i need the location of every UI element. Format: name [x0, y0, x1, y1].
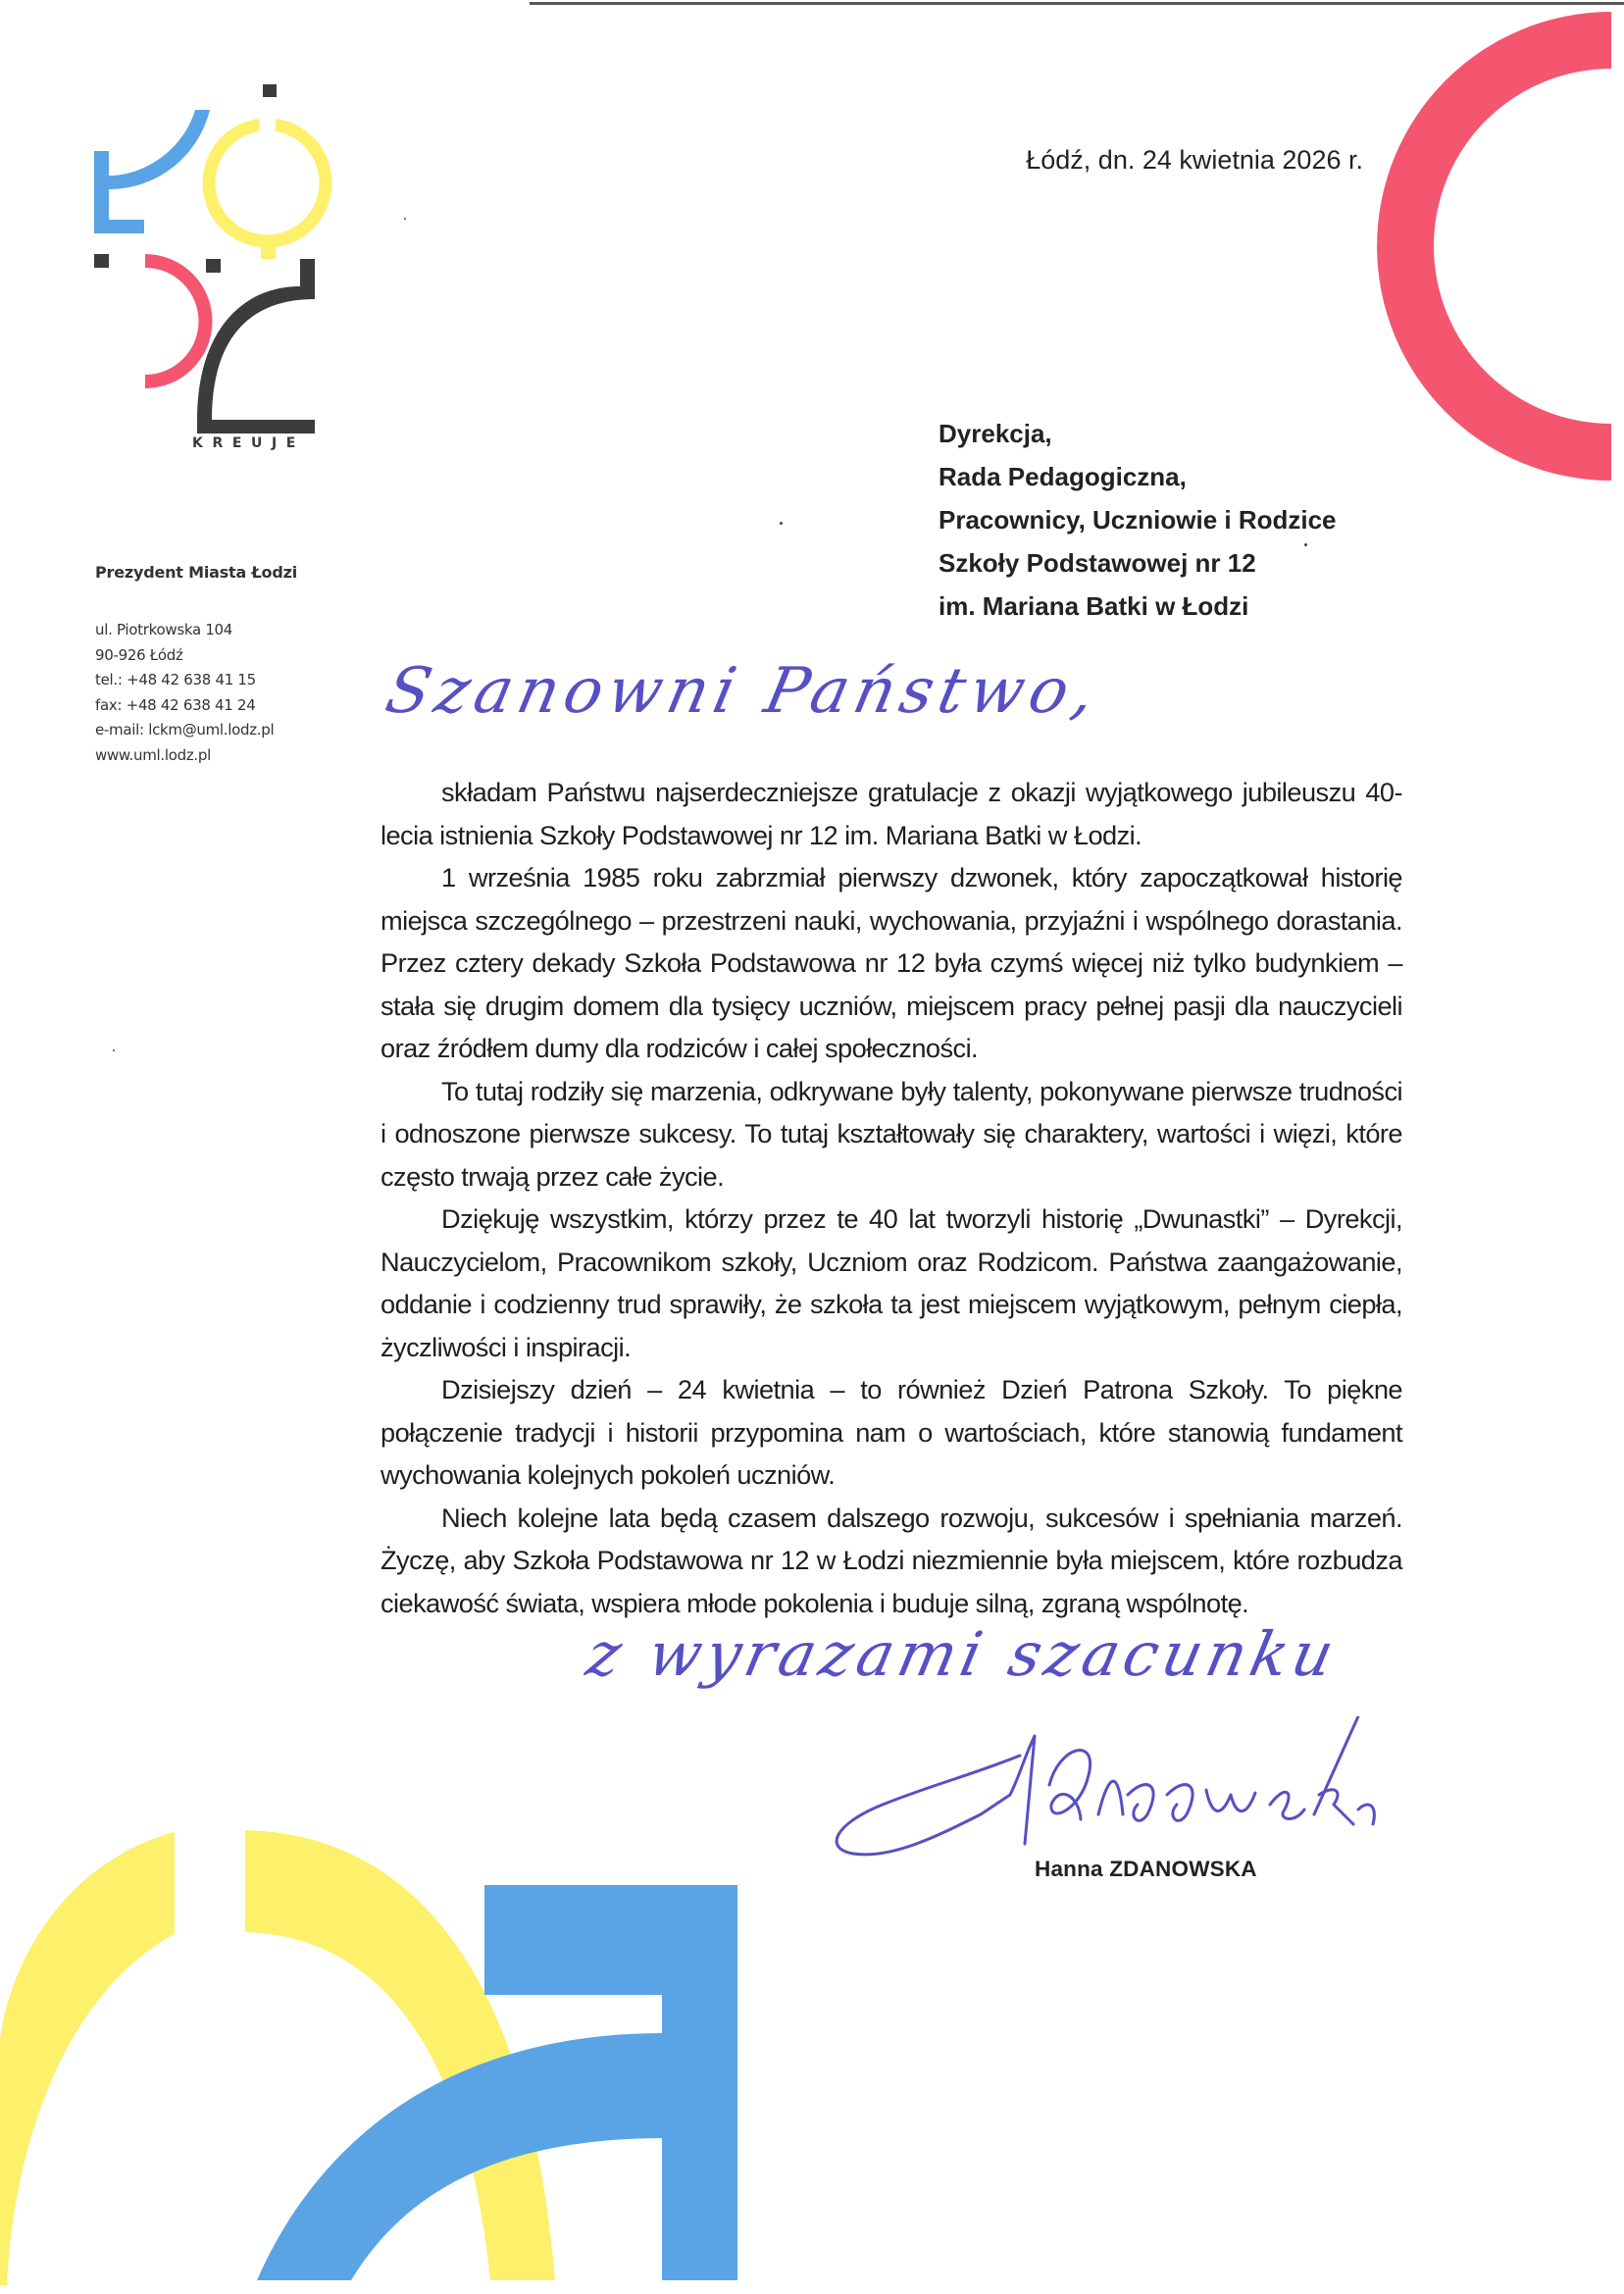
contact-website[interactable]: www.uml.lodz.pl — [95, 745, 211, 764]
logo-yellow-stem — [261, 243, 276, 259]
contact-phone: tel.: +48 42 638 41 15 — [95, 671, 256, 688]
logo-square-mid — [206, 259, 221, 273]
sender-title: Prezydent Miasta Łodzi — [95, 563, 297, 582]
red-arc-decoration — [1377, 12, 1611, 481]
body-paragraph: Niech kolejne lata będą czasem dalszego rozwoju, sukcesów i spełniania marzeń. Życzę, aby Szkoła Podstawowa nr 12 w Łodzi niezmiennie była miejscem, które rozbudza ciekawość świata, wspiera młode pokolenia i buduje silną, zgraną wspólnotę. — [381, 1502, 1402, 1618]
logo-letter-l-blue — [94, 110, 210, 233]
body-paragraph: To tutaj rodziły się marzenia, odkrywane były talenty, pokonywane pierwsze trudności i odnoszone pierwsze sukcesy. To tutaj kształtowały się charaktery, wartości i więzi, które często trwają przez całe życie. — [381, 1075, 1402, 1192]
logo-letter-d-red — [145, 254, 213, 388]
letter-body — [381, 771, 1402, 1624]
body-paragraph: Dzisiejszy dzień – 24 kwietnia – to również Dzień Patrona Szkoły. To piękne połączenie tradycji i historii przypomina nam o wartościach, które stanowią fundament wychowania kolejnych pokoleń uczniów. — [381, 1374, 1402, 1490]
recipient-line: Pracownicy, Uczniowie i Rodzice — [939, 505, 1337, 535]
recipient-line: Szkoły Podstawowej nr 12 — [939, 548, 1256, 578]
recipient-block — [939, 412, 1337, 628]
handwritten-greeting: Szanowni Państwo, — [380, 655, 1107, 728]
logo-letter-z-dark — [197, 259, 315, 433]
body-paragraph: składam Państwu najserdeczniejsze gratulacje z okazji wyjątkowego jubileuszu 40-lecia istnienia Szkoły Podstawowej nr 12 im. Mariana Batki w Łodzi. — [381, 777, 1402, 850]
scan-speck — [404, 218, 406, 220]
scan-speck — [113, 1049, 115, 1051]
logo-square-left — [94, 254, 109, 268]
recipient-line: Rada Pedagogiczna, — [939, 462, 1187, 491]
lodz-logo — [94, 84, 331, 433]
recipient-line: Dyrekcja, — [939, 419, 1052, 448]
scan-speck — [1304, 543, 1307, 546]
signer-name: Hanna ZDANOWSKA — [1035, 1857, 1257, 1881]
signature — [824, 1716, 1451, 1863]
contact-street: ul. Piotrkowska 104 — [95, 621, 233, 638]
scan-speck — [780, 522, 783, 525]
recipient-line: im. Mariana Batki w Łodzi — [939, 591, 1249, 621]
contact-postal: 90-926 Łódź — [95, 645, 183, 664]
logo-square-top — [263, 84, 277, 97]
body-paragraph: Dziękuję wszystkim, którzy przez te 40 lat tworzyli historię „Dwunastki” – Dyrekcji, Nauczycielom, Pracownikom szkoły, Uczniom oraz Rodzicom. Państwa zaangażowanie, oddanie i codzienny trud sprawiły, że szkoła ta jest miejscem wyjątkowym, pełnym ciepła, życzliwości i inspiracji. — [381, 1203, 1402, 1362]
bottom-graphics — [0, 1830, 737, 2285]
handwritten-closing: z wyrazami szacunku — [581, 1618, 1345, 1690]
logo-tagline: KREUJE — [192, 435, 305, 451]
yellow-arc-decoration — [0, 1832, 175, 2285]
contact-fax: fax: +48 42 638 41 24 — [95, 695, 256, 714]
contact-email[interactable]: e-mail: lckm@uml.lodz.pl — [95, 721, 275, 739]
letter-date: Łódź, dn. 24 kwietnia 2026 r. — [1026, 145, 1363, 175]
sender-contact — [95, 618, 274, 768]
body-paragraph: 1 września 1985 roku zabrzmiał pierwszy dzwonek, który zapoczątkował historię miejsca szczególnego – przestrzeni nauki, wychowania, przyjaźni i wspólnego dorastania. Przez cztery dekady Szkoła Podstawowa nr 12 była czymś więcej niż tylko budynkiem – stała się drugim domem dla tysięcy uczniów, miejscem pracy pełnej pasji dla nauczycieli oraz źródłem dumy dla rodziców i całej społeczności. — [381, 862, 1402, 1063]
logo-letter-o-yellow — [202, 119, 331, 247]
